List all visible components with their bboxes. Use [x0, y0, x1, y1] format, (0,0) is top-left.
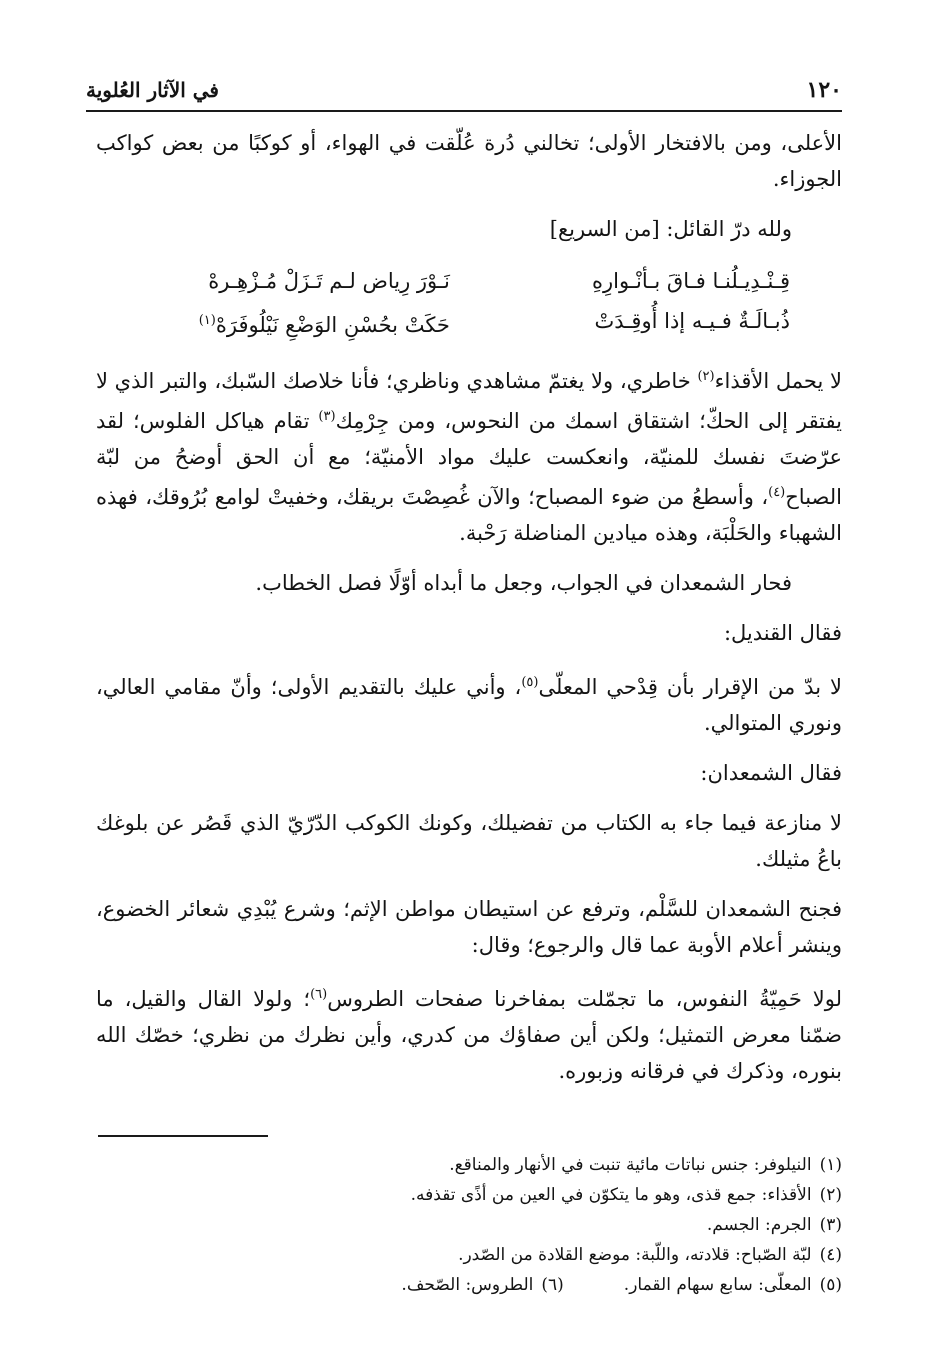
footnote-text: الجرم: الجسم.	[706, 1215, 812, 1235]
footnote-4	[96, 1240, 842, 1270]
verse-1-first-hemistich: قِـنْـدِيـلُنـا فـاقَ بـأنْـوارِهِ	[592, 269, 790, 293]
footnote-number: (٢)	[819, 1185, 842, 1205]
paragraph-2-part-b: خاطري، ولا يغتمّ مشاهدي وناظري؛ فأنا خلاصك السّبك، والتبر الذي لا يفتقر إلى الحكّ؛ اشتقاق اسمك من النحوس، ومن جِرْمِك	[96, 369, 842, 433]
footnote-2	[96, 1180, 842, 1210]
paragraph-2-part-c: تقام هياكل الفلوس؛ لقد عرّضتَ نفسك للمنيّة، وانعكست عليك مواد الأمنيّة؛ مع أن الحق أوضحُ من لبّة الصباح	[96, 409, 842, 509]
verse-2-second-text: حَكَتْ بحُسْنِ الوَضْعِ نَيْلُوفَرَهْ	[215, 313, 450, 337]
footnote-number: (٤)	[819, 1245, 842, 1265]
page-header	[86, 70, 842, 112]
footnote-text: الأقذاء: جمع قذى، وهو ما يتكوّن في العين من أذًى تقذفه.	[410, 1185, 812, 1205]
footnote-ref-6: (٦)	[310, 987, 328, 1002]
paragraph-9-part-b: ؛ ولولا القال والقيل، ما ضمّنا معرض التمثيل؛ ولكن أين صفاؤك من كدري، وأين نظرك من نظري؛ خصّك الله بنوره، وذكرك في فرقانه وزبوره.	[96, 987, 842, 1083]
footnote-ref-5: (٥)	[521, 675, 539, 690]
paragraph-4: فقال القنديل:	[723, 621, 842, 645]
footnote-ref-4: (٤)	[768, 485, 786, 500]
paragraph-5	[96, 665, 842, 741]
footnote-number: (٣)	[819, 1215, 842, 1235]
verse-1-second-hemistich: نَـوْرَ رِياض لـم تَـزَلْ مُـزْهِـرهْ	[208, 269, 450, 293]
paragraph-9-part-a: لولا حَمِيّةُ النفوس، ما تجمّلت بمفاخرنا صفحات الطروس	[327, 987, 842, 1011]
footnote-ref-3: (٣)	[318, 409, 336, 424]
footnote-6	[401, 1270, 563, 1300]
footnote-text: النيلوفر: جنس نباتات مائية تنبت في الأنهار والمناقع.	[449, 1155, 812, 1175]
poem	[96, 261, 842, 345]
paragraph-2-part-a: لا يحمل الأقذاء	[714, 369, 843, 393]
paragraph-8: فجنح الشمعدان للسَّلْم، وترفع عن استيطان مواطن الإثم؛ وشرع يُبْدِي شعائر الخضوع، وينشر أعلام الأوبة عما قال والرجوع؛ وقال:	[96, 897, 842, 957]
poem-intro: ولله درّ القائل: [من السريع]	[549, 217, 792, 241]
verse-2-first-hemistich: ذُبـالَـةٌ فـيـه إذا أُوقِـدَتْ	[594, 309, 790, 333]
footnote-text: المعلّى: سابع سهام القمار.	[623, 1275, 812, 1295]
footnote-number: (٦)	[541, 1275, 564, 1295]
main-text	[96, 125, 842, 1103]
paragraph-3: فحار الشمعدان في الجواب، وجعل ما أبداه أوّلًا فصل الخطاب.	[255, 571, 792, 595]
footnote-ref-1: (١)	[198, 313, 216, 328]
footnote-text: الطروس: الصّحف.	[401, 1275, 534, 1295]
footnote-row-5-6	[96, 1270, 842, 1300]
paragraph-1: الأعلى، ومن بالافتخار الأولى؛ تخالني دُرة عُلّقت في الهواء، أو كوكبًا من بعض كواكب الجوزاء.	[96, 131, 842, 191]
paragraph-2	[96, 359, 842, 551]
footnote-number: (١)	[819, 1155, 842, 1175]
footnote-text: لبّة الصّباح: قلادته، واللّبة: موضع القلادة من الصّدر.	[458, 1245, 812, 1265]
footnote-ref-2: (٢)	[697, 369, 715, 384]
footnote-1	[96, 1150, 842, 1180]
paragraph-2-part-d: ، وأسطعُ من ضوء المصباح؛ والآن غُصِصْتَ بريقك، وخفيتْ لوامع بُرُوقك، فهذه الشهباء والحَلْبَة، وهذه ميادين المناضلة رَحْبة.	[96, 485, 842, 545]
paragraph-5-part-b: ، وأني عليك بالتقديم الأولى؛ وأنّ مقامي العالي، ونوري المتوالي.	[96, 675, 842, 735]
footnotes	[96, 1150, 842, 1300]
footnote-5	[624, 1270, 842, 1300]
verse-2	[96, 301, 842, 345]
paragraph-7: لا منازعة فيما جاء به الكتاب من تفضيلك، وكونك الكوكب الدّرّيّ الذي قَصُر عن بلوغك باعُ مثيلك.	[96, 811, 842, 871]
footnote-3	[96, 1210, 842, 1240]
paragraph-5-part-a: لا بدّ من الإقرار بأن قِدْحي المعلّى	[538, 675, 842, 699]
footnote-number: (٥)	[819, 1275, 842, 1295]
page-number: ١٢٠	[806, 77, 842, 103]
running-title: في الآثار العُلوية	[86, 78, 219, 102]
verse-1	[96, 261, 842, 301]
paragraph-6: فقال الشمعدان:	[700, 761, 842, 785]
verse-2-second-hemistich	[136, 301, 450, 345]
paragraph-9	[96, 977, 842, 1089]
footnote-separator	[98, 1135, 268, 1137]
